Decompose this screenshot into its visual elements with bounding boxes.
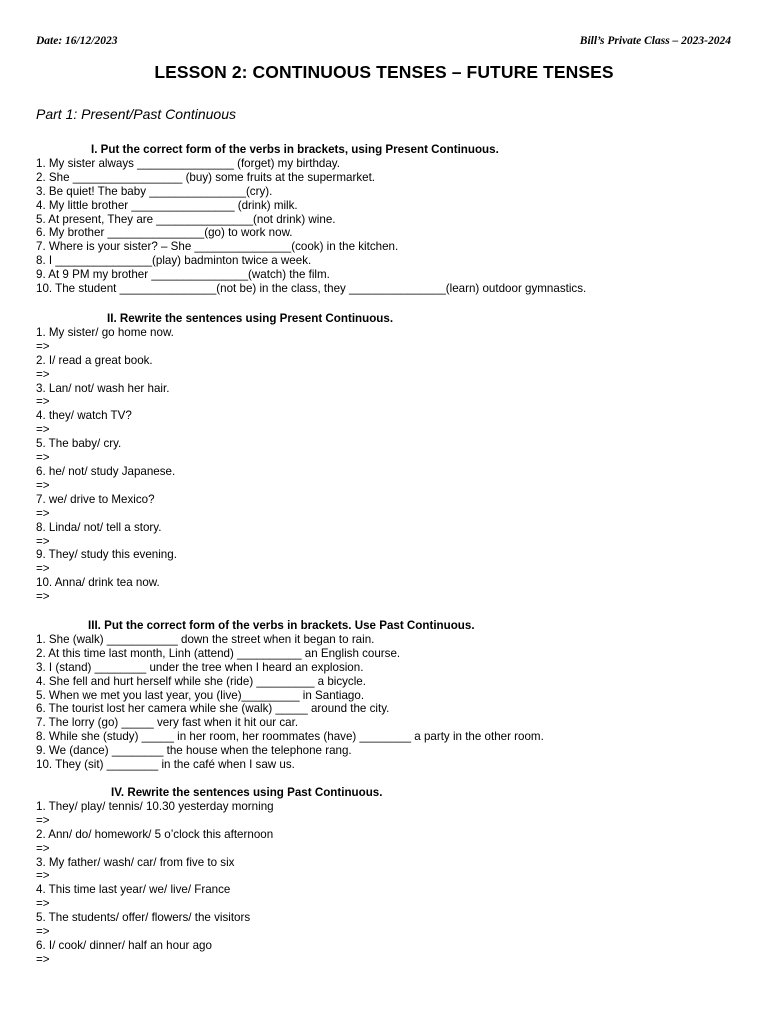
exercise-item: 1. My sister always _______________ (forget) my birthday.: [36, 156, 340, 170]
exercise-item: 7. we/ drive to Mexico?: [36, 492, 155, 506]
exercise-item: 5. When we met you last year, you (live)_________ in Santiago.: [36, 688, 365, 702]
section-1-heading: I. Put the correct form of the verbs in brackets, using Present Continuous.: [91, 143, 499, 156]
exercise-item: 3. Lan/ not/ wash her hair.: [36, 381, 170, 395]
answer-arrow: =>: [36, 367, 50, 381]
answer-arrow: =>: [36, 897, 50, 911]
exercise-item: 1. My sister/ go home now.: [36, 325, 174, 339]
exercise-item: 4. My little brother ________________ (drink) milk.: [36, 198, 298, 212]
exercise-item: 4. This time last year/ we/ live/ France: [36, 883, 231, 897]
exercise-item: 3. Be quiet! The baby _______________(cry).: [36, 184, 273, 198]
exercise-item: 9. They/ study this evening.: [36, 548, 177, 562]
answer-arrow: =>: [36, 423, 50, 437]
section-3: [36, 619, 756, 772]
section-4: [36, 786, 756, 967]
exercise-item: 8. While she (study) _____ in her room, her roommates (have) ________ a party in the other room.: [36, 730, 544, 744]
exercise-item: 2. Ann/ do/ homework/ 5 o’clock this afternoon: [36, 827, 274, 841]
exercise-item: 6. he/ not/ study Japanese.: [36, 464, 176, 478]
section-3-heading: III. Put the correct form of the verbs in brackets. Use Past Continuous.: [88, 619, 475, 632]
exercise-item: 1. They/ play/ tennis/ 10.30 yesterday morning: [36, 799, 274, 813]
exercise-item: 5. At present, They are _______________(not drink) wine.: [36, 212, 336, 226]
exercise-item: 1. She (walk) ___________ down the street when it began to rain.: [36, 632, 375, 646]
exercise-item: 9. We (dance) ________ the house when the telephone rang.: [36, 744, 352, 758]
exercise-item: 3. My father/ wash/ car/ from five to six: [36, 855, 235, 869]
answer-arrow: =>: [36, 534, 50, 548]
exercise-item: 8. Linda/ not/ tell a story.: [36, 520, 162, 534]
header-class-name: Bill’s Private Class – 2023-2024: [579, 35, 731, 47]
answer-arrow: =>: [36, 395, 50, 409]
exercise-item: 10. Anna/ drink tea now.: [36, 576, 160, 590]
exercise-item: 6. I/ cook/ dinner/ half an hour ago: [36, 938, 212, 952]
answer-arrow: =>: [36, 952, 50, 966]
exercise-item: 4. She fell and hurt herself while she (ride) _________ a bicycle.: [36, 674, 366, 688]
exercise-item: 10. The student _______________(not be) in the class, they _______________(learn) outdoor gymnastics.: [36, 282, 587, 296]
exercise-item: 3. I (stand) ________ under the tree when I heard an explosion.: [36, 660, 364, 674]
section-1: [36, 143, 756, 296]
exercise-item: 7. Where is your sister? – She _______________(cook) in the kitchen.: [36, 240, 399, 254]
section-2-heading: II. Rewrite the sentences using Present Continuous.: [107, 312, 394, 325]
answer-arrow: =>: [36, 506, 50, 520]
header-date: Date: 16/12/2023: [36, 35, 118, 47]
exercise-item: 4. they/ watch TV?: [36, 409, 132, 423]
exercise-item: 2. At this time last month, Linh (attend) __________ an English course.: [36, 646, 401, 660]
exercise-item: 8. I _______________(play) badminton twice a week.: [36, 254, 312, 268]
answer-arrow: =>: [36, 478, 50, 492]
exercise-item: 7. The lorry (go) _____ very fast when it hit our car.: [36, 716, 299, 730]
answer-arrow: =>: [36, 925, 50, 939]
answer-arrow: =>: [36, 813, 50, 827]
exercise-item: 5. The students/ offer/ flowers/ the visitors: [36, 911, 251, 925]
exercise-item: 5. The baby/ cry.: [36, 437, 122, 451]
answer-arrow: =>: [36, 562, 50, 576]
answer-arrow: =>: [36, 841, 50, 855]
exercise-item: 9. At 9 PM my brother _______________(watch) the film.: [36, 268, 330, 282]
exercise-item: 2. I/ read a great book.: [36, 353, 153, 367]
answer-arrow: =>: [36, 339, 50, 353]
exercise-item: 6. My brother _______________(go) to work now.: [36, 226, 293, 240]
exercise-item: 6. The tourist lost her camera while she (walk) _____ around the city.: [36, 702, 390, 716]
lesson-title: LESSON 2: CONTINUOUS TENSES – FUTURE TENSES: [154, 62, 614, 82]
answer-arrow: =>: [36, 869, 50, 883]
section-4-heading: IV. Rewrite the sentences using Past Continuous.: [111, 786, 383, 799]
exercise-item: 2. She _________________ (buy) some fruits at the supermarket.: [36, 170, 376, 184]
part1-title: Part 1: Present/Past Continuous: [36, 106, 236, 122]
answer-arrow: =>: [36, 451, 50, 465]
exercise-item: 10. They (sit) ________ in the café when I saw us.: [36, 758, 295, 772]
section-2: [36, 312, 756, 604]
answer-arrow: =>: [36, 590, 50, 604]
